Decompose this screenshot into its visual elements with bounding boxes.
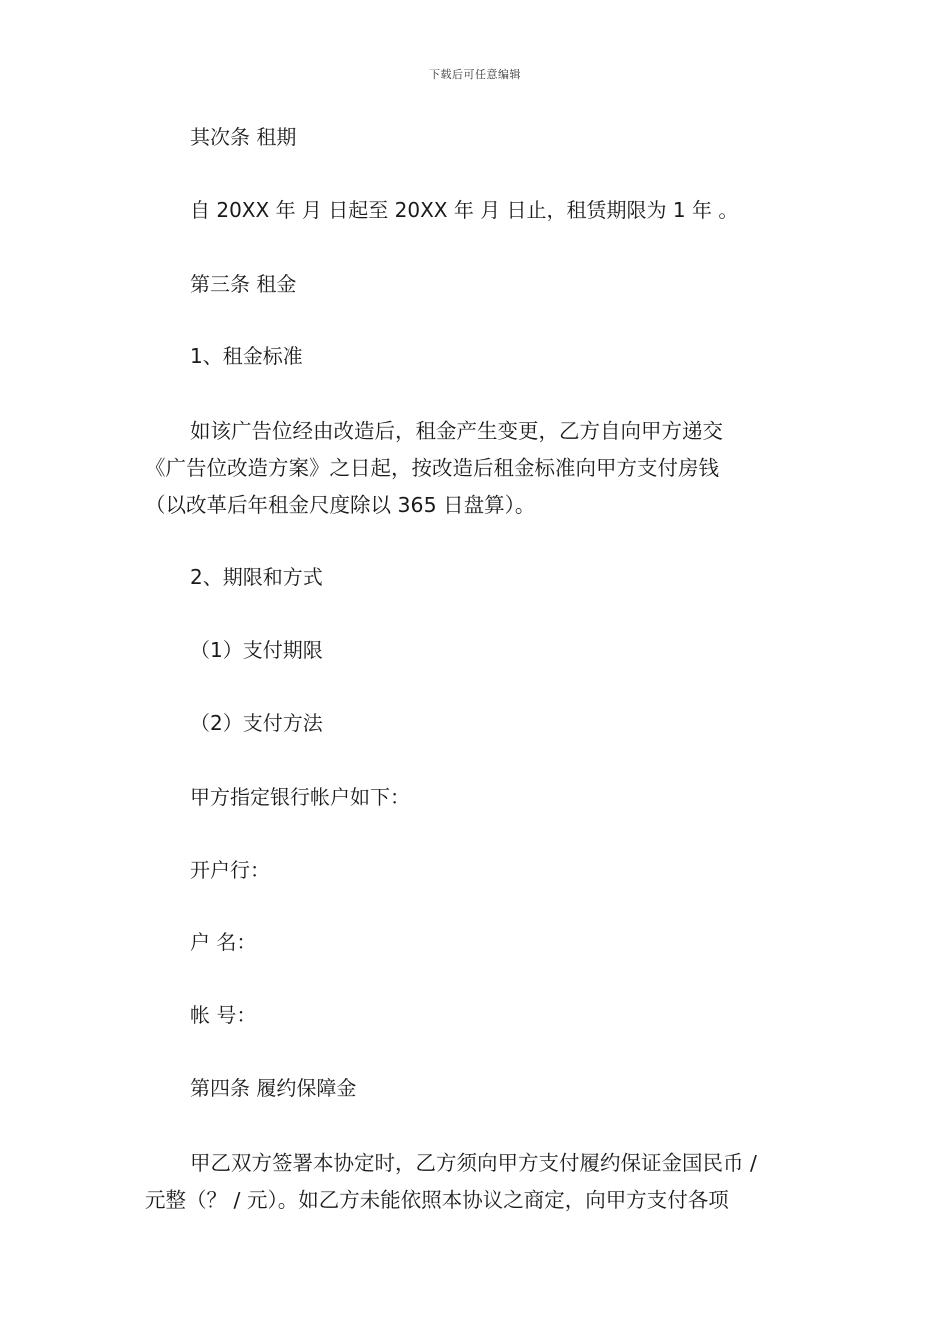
page-header: 下载后可任意编辑 — [429, 68, 521, 81]
item-2-title: 2、期限和方式 — [190, 565, 323, 589]
account-name-label: 户 名： — [190, 930, 257, 954]
item-1-paragraph-line-2: 《广告位改造方案》之日起，按改造后租金标准向甲方支付房钱 — [145, 456, 719, 480]
bank-intro: 甲方指定银行帐户如下： — [190, 785, 410, 809]
account-number-label: 帐 号： — [190, 1003, 257, 1027]
item-1-paragraph-line-1: 如该广告位经由改造后，租金产生变更，乙方自向甲方递交 — [190, 419, 723, 443]
item-1-paragraph-line-3: （以改革后年租金尺度除以 365 日盘算）。 — [145, 493, 536, 517]
article-4-title: 第四条 履约保障金 — [190, 1076, 357, 1100]
bank-name-label: 开户行： — [190, 858, 270, 882]
article-2-body: 自 20XX 年 月 日起至 20XX 年 月 日止，租赁期限为 1 年 。 — [190, 198, 739, 222]
item-2-sub-2: （2）支付方法 — [190, 711, 323, 735]
article-4-paragraph — [145, 1145, 810, 1219]
article-4-paragraph-line-1: 甲乙双方签署本协定时，乙方须向甲方支付履约保证金国民币 / — [190, 1151, 757, 1175]
item-1-title: 1、租金标准 — [190, 344, 303, 368]
item-2-sub-1: （1）支付期限 — [190, 638, 323, 662]
article-2-title: 其次条 租期 — [190, 125, 297, 149]
article-4-paragraph-line-2: 元整（？ / 元）。如乙方未能依照本协议之商定，向甲方支付各项 — [145, 1188, 729, 1212]
article-3-title: 第三条 租金 — [190, 272, 297, 296]
item-1-paragraph — [145, 413, 810, 524]
